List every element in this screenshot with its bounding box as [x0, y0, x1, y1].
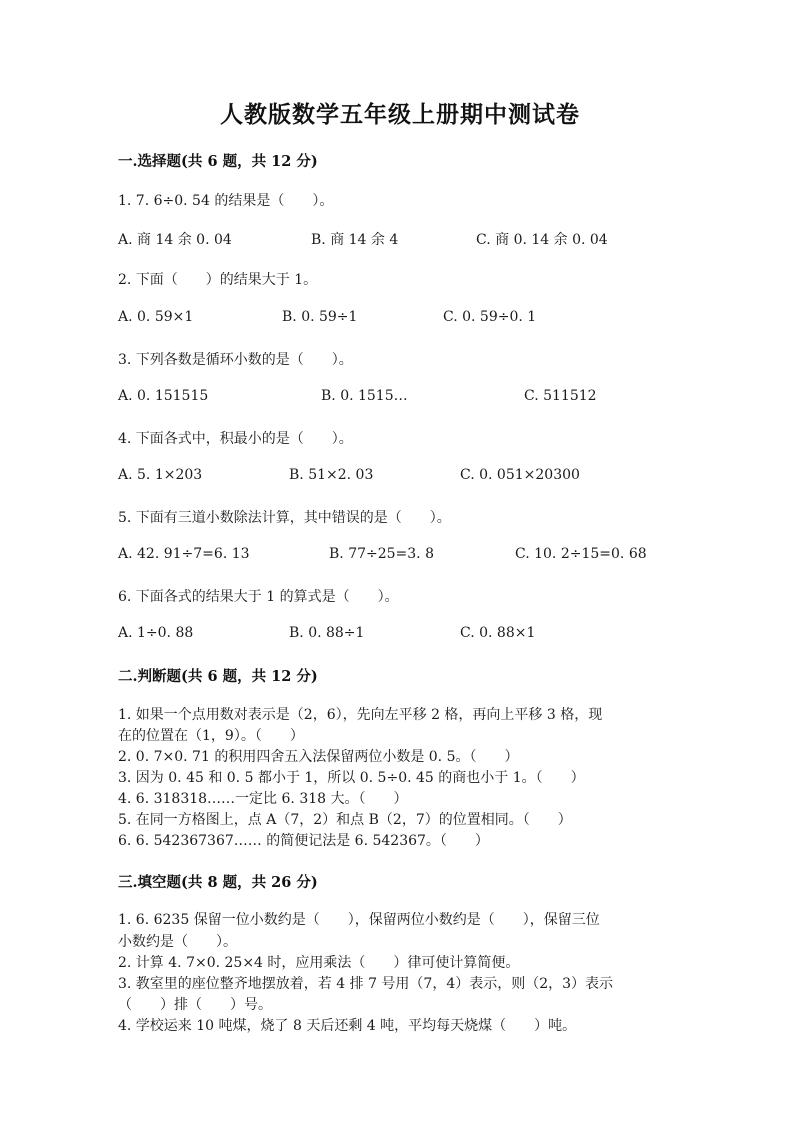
exam-title: 人教版数学五年级上册期中测试卷: [220, 101, 580, 128]
question-line: 在的位置在（1，9）。（ ）: [118, 728, 304, 744]
question-line: 3. 教室里的座位整齐地摆放着，若 4 排 7 号用（7，4）表示，则（2，3）表示: [118, 976, 614, 992]
question-line: 5. 在同一方格图上，点 A（7，2）和点 B（2，7）的位置相同。（ ）: [118, 812, 572, 828]
question-text: 4. 下面各式中，积最小的是（ ）。: [118, 431, 353, 447]
question-line: 6. 6. 542367367…… 的简便记法是 6. 542367。（ ）: [118, 833, 489, 849]
option-c: C. 10. 2÷15=0. 68: [515, 546, 647, 562]
section-heading-choice: 一.选择题(共 6 题，共 12 分): [118, 153, 318, 170]
option-b: B. 商 14 余 4: [311, 232, 399, 248]
question-text: 1. 7. 6÷0. 54 的结果是（ ）。: [118, 193, 334, 209]
question-line: （ ）排（ ）号。: [118, 997, 272, 1013]
option-b: B. 51×2. 03: [289, 467, 374, 483]
option-c: C. 商 0. 14 余 0. 04: [476, 232, 608, 248]
section-heading-judgement: 二.判断题(共 6 题，共 12 分): [118, 668, 318, 685]
option-a: A. 1÷0. 88: [118, 625, 194, 641]
option-c: C. 511512: [524, 388, 597, 404]
question-line: 2. 0. 7×0. 71 的积用四舍五入法保留两位小数是 0. 5。（ ）: [118, 749, 519, 765]
question-text: 6. 下面各式的结果大于 1 的算式是（ ）。: [118, 589, 399, 605]
question-line: 1. 如果一个点用数对表示是（2，6），先向左平移 2 格，再向上平移 3 格，现: [118, 707, 603, 723]
option-b: B. 0. 59÷1: [282, 309, 358, 325]
option-b: B. 77÷25=3. 8: [329, 546, 434, 562]
question-line: 4. 学校运来 10 吨煤，烧了 8 天后还剩 4 吨，平均每天烧煤（ ）吨。: [118, 1018, 577, 1034]
option-a: A. 0. 59×1: [118, 309, 194, 325]
option-b: B. 0. 88÷1: [289, 625, 365, 641]
question-line: 小数约是（ ）。: [118, 934, 237, 950]
question-text: 3. 下列各数是循环小数的是（ ）。: [118, 352, 353, 368]
option-b: B. 0. 1515…: [321, 388, 408, 404]
question-line: 4. 6. 318318……一定比 6. 318 大。（ ）: [118, 791, 408, 807]
option-a: A. 42. 91÷7=6. 13: [118, 546, 250, 562]
option-c: C. 0. 59÷0. 1: [443, 309, 537, 325]
option-c: C. 0. 051×20300: [460, 467, 580, 483]
option-c: C. 0. 88×1: [460, 625, 536, 641]
option-a: A. 5. 1×203: [118, 467, 203, 483]
option-a: A. 商 14 余 0. 04: [118, 232, 232, 248]
question-line: 2. 计算 4. 7×0. 25×4 时，应用乘法（ ）律可使计算简便。: [118, 955, 520, 971]
question-line: 3. 因为 0. 45 和 0. 5 都小于 1，所以 0. 5÷0. 45 的商也小于 1。（ ）: [118, 770, 585, 786]
question-text: 5. 下面有三道小数除法计算，其中错误的是（ ）。: [118, 510, 451, 526]
option-a: A. 0. 151515: [118, 388, 209, 404]
section-heading-fill-blank: 三.填空题(共 8 题，共 26 分): [118, 874, 318, 891]
question-text: 2. 下面（ ）的结果大于 1。: [118, 272, 318, 288]
question-line: 1. 6. 6235 保留一位小数约是（ ），保留两位小数约是（ ），保留三位: [118, 912, 600, 928]
